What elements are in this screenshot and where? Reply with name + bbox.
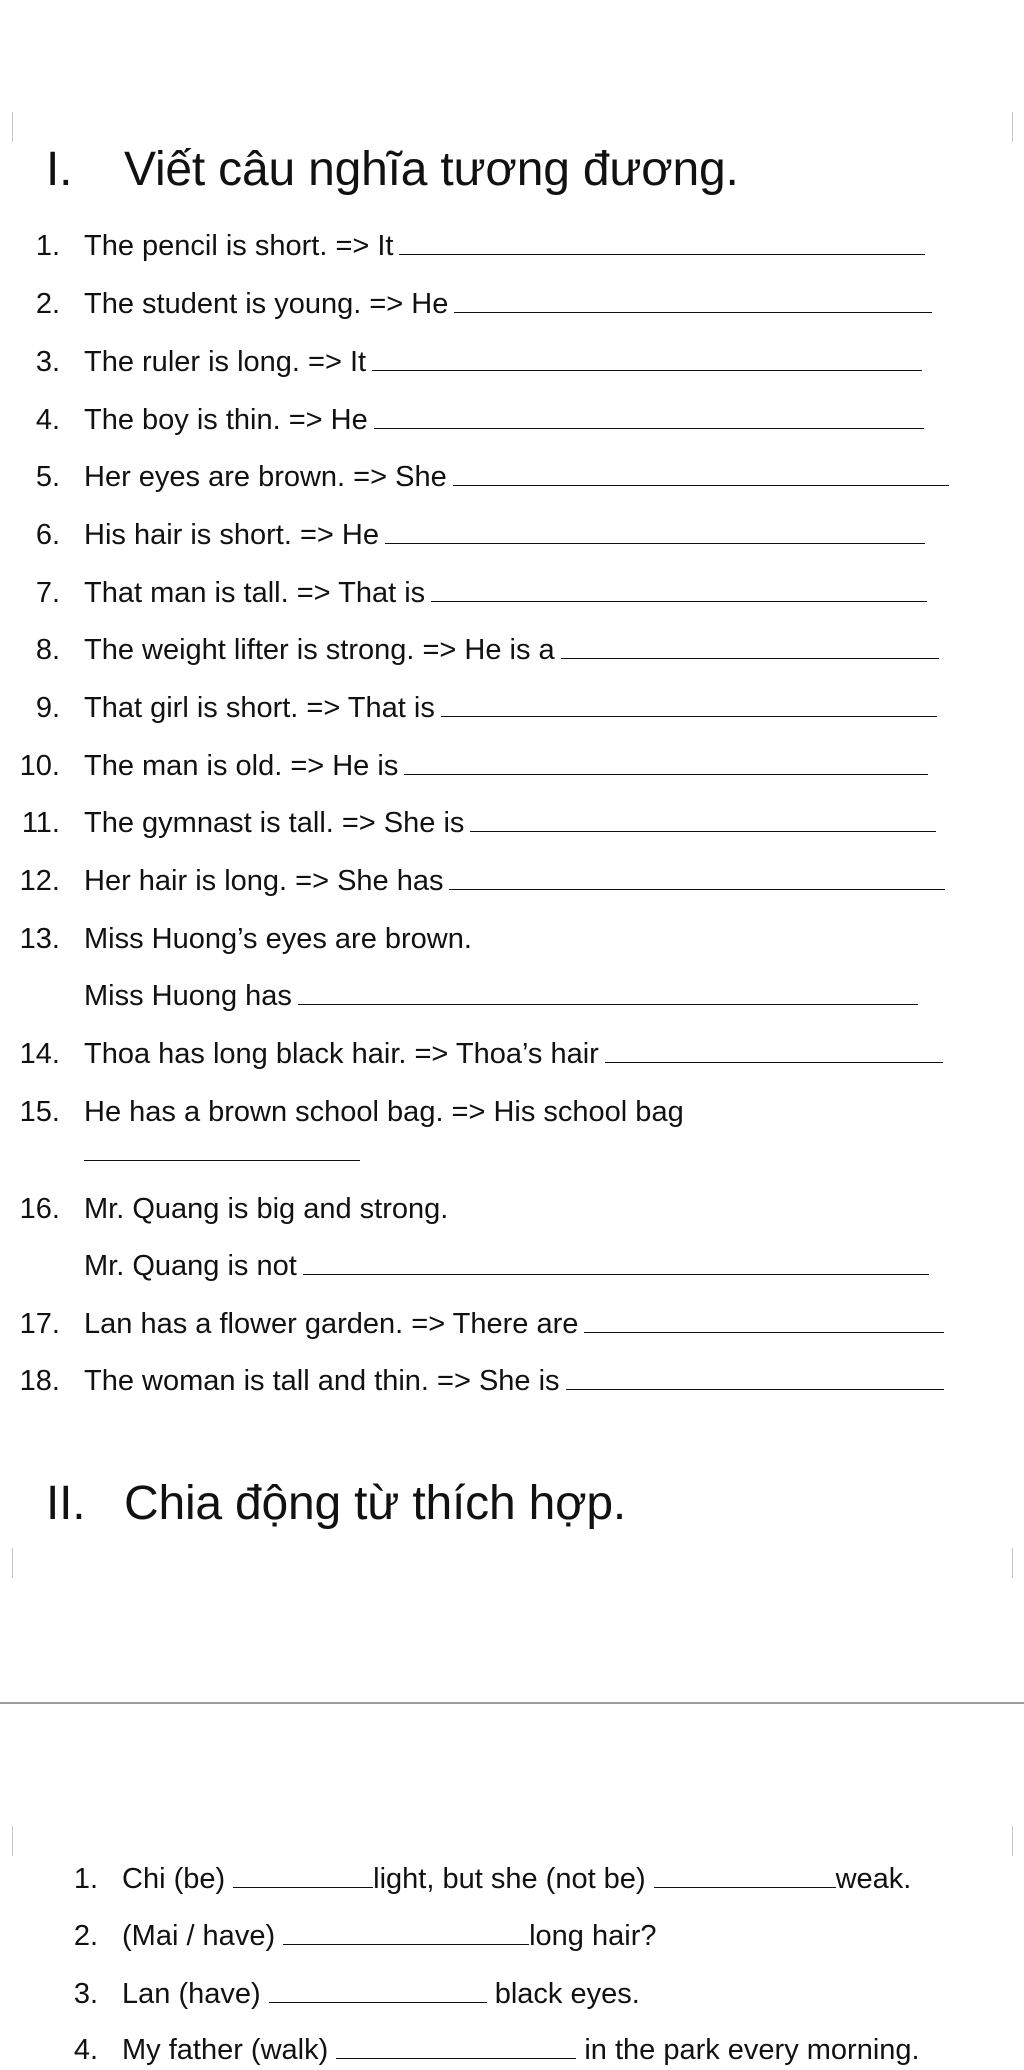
answer-blank[interactable] xyxy=(449,861,945,890)
item-number: 11. xyxy=(21,807,60,839)
item-number: 2. xyxy=(73,1920,98,1952)
item-text: Her hair is long. => She has xyxy=(84,865,444,897)
item-text: The gymnast is tall. => She is xyxy=(84,807,465,839)
item-text: The boy is thin. => He xyxy=(84,404,368,436)
item-number: 12. xyxy=(19,865,60,897)
item-text: My father (walk) xyxy=(122,2034,329,2066)
item-text: The pencil is short. => It xyxy=(84,230,394,262)
answer-blank[interactable] xyxy=(372,342,922,371)
page-break xyxy=(0,1702,1024,1704)
answer-blank[interactable] xyxy=(303,1246,929,1275)
item-number: 5. xyxy=(35,461,60,493)
item-number: 17. xyxy=(19,1308,60,1340)
item-text: Lan has a flower garden. => There are xyxy=(84,1308,579,1340)
answer-blank[interactable] xyxy=(298,976,918,1005)
item-text: Mr. Quang is not xyxy=(84,1250,297,1282)
item-number: 3. xyxy=(73,1978,98,2010)
answer-blank[interactable] xyxy=(233,1859,373,1888)
answer-blank[interactable] xyxy=(470,803,936,832)
item-text: Thoa has long black hair. => Thoa’s hair xyxy=(84,1038,599,1070)
answer-blank[interactable] xyxy=(561,630,939,659)
item-text: That girl is short. => That is xyxy=(84,692,435,724)
item-number: 7. xyxy=(35,577,60,609)
answer-blank[interactable] xyxy=(605,1034,943,1063)
item-number: 3. xyxy=(35,346,60,378)
section-1-numeral: I. xyxy=(46,143,73,196)
section-2-heading xyxy=(46,1476,626,1531)
crop-mark xyxy=(1012,1826,1024,1856)
item-text: black eyes. xyxy=(494,1978,640,2010)
crop-mark xyxy=(0,1826,13,1856)
answer-blank[interactable] xyxy=(283,1916,529,1945)
item-number: 4. xyxy=(35,404,60,436)
item-text: long hair? xyxy=(529,1920,657,1952)
answer-blank[interactable] xyxy=(566,1361,944,1390)
item-number: 1. xyxy=(73,1863,98,1895)
item-text: His hair is short. => He xyxy=(84,519,379,551)
answer-blank[interactable] xyxy=(584,1304,944,1333)
item-text: That man is tall. => That is xyxy=(84,577,426,609)
exercise-continuation xyxy=(84,1246,929,1286)
answer-blank[interactable] xyxy=(269,1974,487,2003)
answer-blank[interactable] xyxy=(453,457,949,486)
answer-blank[interactable] xyxy=(404,746,928,775)
item-text: (Mai / have) xyxy=(122,1920,276,1952)
item-text: weak. xyxy=(835,1863,912,1895)
section-1-heading xyxy=(46,142,739,197)
item-number: 2. xyxy=(35,288,60,320)
item-text: The man is old. => He is xyxy=(84,750,399,782)
item-number: 9. xyxy=(35,692,60,724)
section-1-title: Viết câu nghĩa tương đương. xyxy=(124,143,739,196)
item-text: Mr. Quang is big and strong. xyxy=(84,1193,449,1225)
section-2-title: Chia động từ thích hợp. xyxy=(124,1477,626,1530)
item-text: Miss Huong has xyxy=(84,980,292,1012)
item-text: in the park every morning. xyxy=(584,2034,920,2066)
section-2-numeral: II. xyxy=(46,1477,86,1530)
item-text: Miss Huong’s eyes are brown. xyxy=(84,923,472,955)
item-number: 16. xyxy=(19,1193,60,1225)
item-number: 13. xyxy=(19,923,60,955)
answer-blank[interactable] xyxy=(399,226,925,255)
answer-blank[interactable] xyxy=(374,400,924,429)
item-number: 1. xyxy=(35,230,60,262)
item-text: The ruler is long. => It xyxy=(84,346,367,378)
exercise-continuation xyxy=(84,976,918,1016)
answer-blank[interactable] xyxy=(431,573,927,602)
answer-blank[interactable] xyxy=(441,688,937,717)
crop-mark xyxy=(0,1548,13,1578)
item-number: 10. xyxy=(19,750,60,782)
crop-mark xyxy=(0,112,13,142)
item-number: 18. xyxy=(19,1365,60,1397)
item-text: light, but she (not be) xyxy=(373,1863,646,1895)
item-text: The woman is tall and thin. => She is xyxy=(84,1365,560,1397)
item-number: 4. xyxy=(73,2034,98,2066)
item-number: 15. xyxy=(19,1096,60,1128)
crop-mark xyxy=(1012,112,1024,142)
item-text: The weight lifter is strong. => He is a xyxy=(84,634,555,666)
item-text: He has a brown school bag. => His school bag xyxy=(84,1096,684,1128)
answer-blank[interactable] xyxy=(84,1132,360,1161)
answer-blank[interactable] xyxy=(336,2030,576,2059)
item-text: Her eyes are brown. => She xyxy=(84,461,447,493)
item-text: Chi (be) xyxy=(122,1863,226,1895)
item-text: The student is young. => He xyxy=(84,288,449,320)
item-number: 6. xyxy=(35,519,60,551)
item-number: 14. xyxy=(19,1038,60,1070)
item-number: 8. xyxy=(35,634,60,666)
answer-blank[interactable] xyxy=(654,1859,836,1888)
item-text: Lan (have) xyxy=(122,1978,261,2010)
answer-blank[interactable] xyxy=(454,284,932,313)
answer-blank[interactable] xyxy=(385,515,925,544)
crop-mark xyxy=(1012,1548,1024,1578)
